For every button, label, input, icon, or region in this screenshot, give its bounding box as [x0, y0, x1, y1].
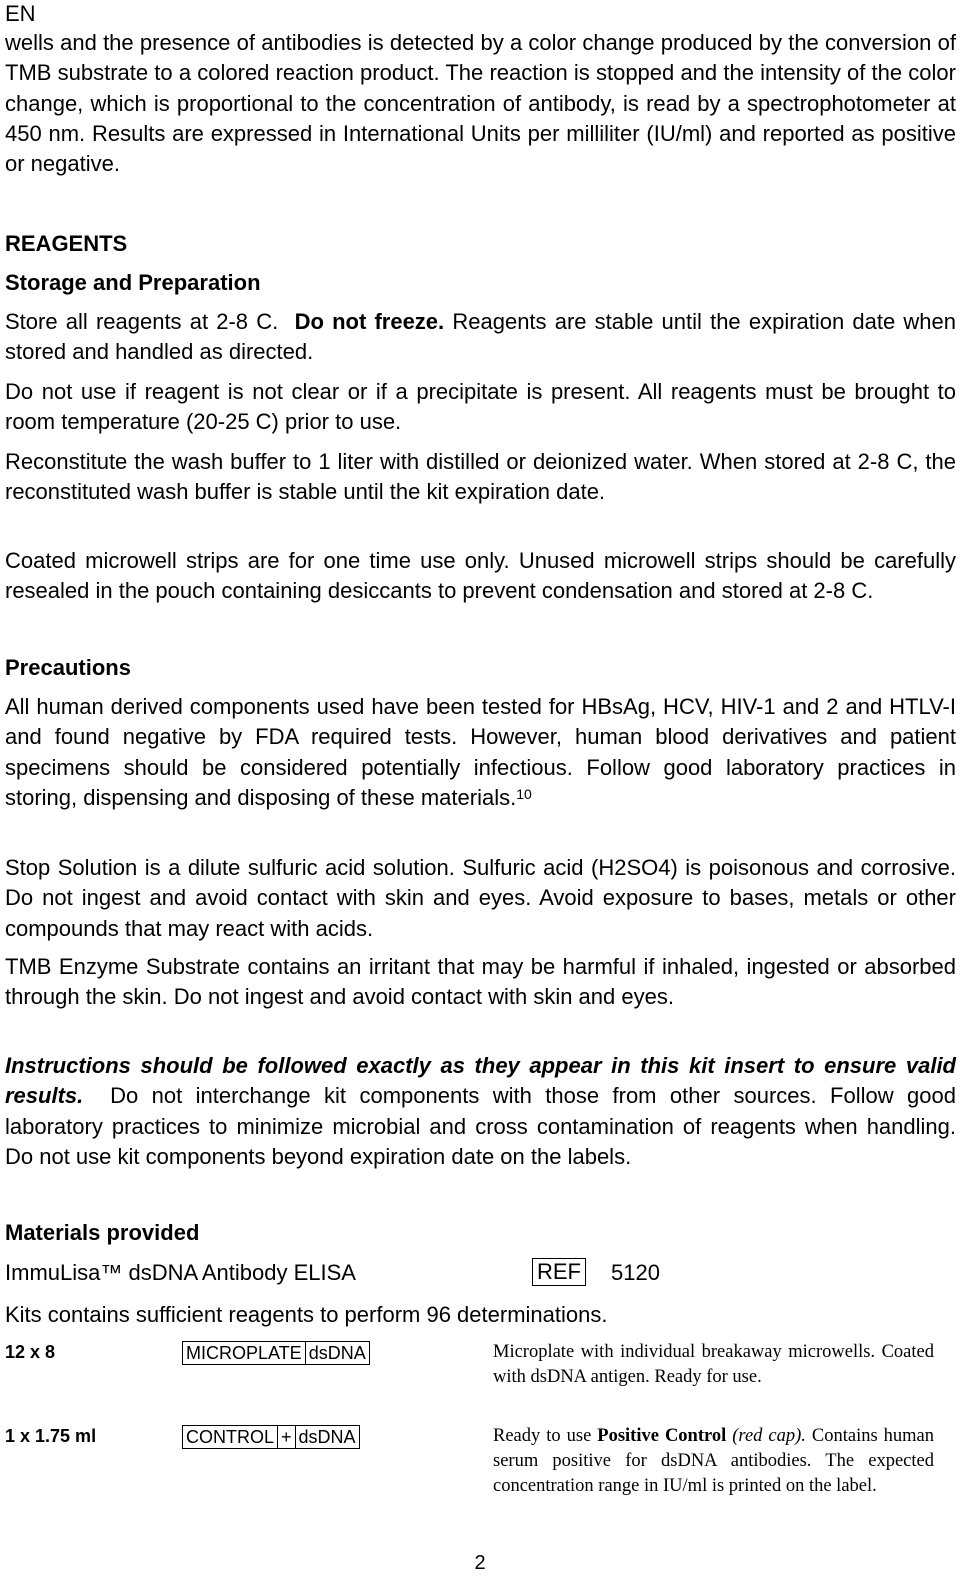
human-components-paragraph: [5, 692, 956, 813]
code-segment: dsDNA: [295, 1426, 359, 1448]
component-code-label: [182, 1425, 360, 1449]
cap-color-note: (red cap).: [732, 1426, 806, 1446]
microwell-paragraph: Coated microwell strips are for one time use only. Unused microwell strips should be carefully resealed in the pouch containing desiccants to prevent condensation and stored at 2-8 C.: [5, 548, 956, 604]
human-components-text: All human derived components used have been tested for HBsAg, HCV, HIV-1 and 2 and HTLV-I and found negative by FDA required tests. However, human blood derivatives and patient specimens should be considered potentially infectious. Follow good laboratory practices in storing, dispensing and disposing of these materials.: [5, 694, 956, 810]
catalog-number: 5120: [611, 1260, 660, 1285]
materials-heading: Materials provided: [5, 1220, 200, 1245]
code-segment: CONTROL: [186, 1427, 275, 1447]
ref-symbol: REF: [532, 1258, 586, 1286]
code-segment: MICROPLATE: [186, 1343, 302, 1363]
code-segment: +: [277, 1426, 295, 1448]
desc-text-end: Contains human serum positive for dsDNA antibodies. The expected concentration range in IU/ml is printed on the label.: [493, 1426, 935, 1496]
item-quantity: 1 x 1.75 ml: [5, 1426, 97, 1446]
instructions-emphasis: Instructions should be followed exactly as they appear in this kit insert to ensure valid results.: [5, 1053, 956, 1109]
component-code-label: [182, 1341, 370, 1365]
instructions-paragraph: [5, 1051, 956, 1172]
item-description: [493, 1424, 934, 1499]
clarity-paragraph: Do not use if reagent is not clear or if a precipitate is present. All reagents must be brought to room temperature (20-25 C) prior to use.: [5, 379, 956, 435]
page-number: 2: [474, 1552, 486, 1574]
storage-preparation-heading: Storage and Preparation: [5, 270, 261, 295]
product-name: ImmuLisa™ dsDNA Antibody ELISA: [5, 1260, 356, 1285]
reagents-heading: REAGENTS: [5, 231, 128, 256]
instructions-text: Do not interchange kit components with those from other sources. Follow good laboratory practices to minimize microbial and cross contamination of reagents when handling. Do not use kit components beyond expiration date on the labels.: [5, 1083, 956, 1169]
positive-control-name: Positive Control: [597, 1426, 727, 1446]
storage-paragraph: [5, 307, 956, 368]
kit-capacity-text: Kits contains sufficient reagents to perform 96 determinations.: [5, 1302, 608, 1327]
code-segment: dsDNA: [305, 1342, 369, 1364]
stop-solution-paragraph: Stop Solution is a dilute sulfuric acid solution. Sulfuric acid (H2SO4) is poisonous and corrosive. Do not ingest and avoid contact with skin and eyes. Avoid exposure to bases, metals or other compounds that may react with acids.: [5, 855, 956, 941]
precautions-heading: Precautions: [5, 655, 131, 680]
wash-buffer-paragraph: Reconstitute the wash buffer to 1 liter with distilled or deionized water. When stored at 2-8 C, the reconstituted wash buffer is stable until the kit expiration date.: [5, 449, 956, 505]
desc-text-start: Ready to use: [493, 1426, 592, 1446]
tmb-substrate-paragraph: TMB Enzyme Substrate contains an irritant that may be harmful if inhaled, ingested or absorbed through the skin. Do not ingest and avoid contact with skin and eyes.: [5, 954, 956, 1010]
item-description: Microplate with individual breakaway microwells. Coated with dsDNA antigen. Ready for use.: [493, 1342, 934, 1387]
language-code: EN: [5, 1, 36, 26]
do-not-freeze-warning: Do not freeze.: [294, 309, 445, 334]
storage-text-end: Reagents are stable until the expiration date when stored and handled as directed.: [5, 309, 956, 365]
reference-superscript: 10: [516, 785, 532, 802]
intro-paragraph: wells and the presence of antibodies is detected by a color change produced by the conversion of TMB substrate to a colored reaction product. The reaction is stopped and the intensity of the color change, which is proportional to the concentration of antibody, is read by a spectrophotometer at 450 nm. Results are expressed in International Units per milliliter (IU/ml) and reported as positive or negative.: [5, 30, 956, 177]
item-quantity: 12 x 8: [5, 1342, 56, 1362]
storage-text-start: Store all reagents at 2-8 C.: [5, 309, 279, 334]
